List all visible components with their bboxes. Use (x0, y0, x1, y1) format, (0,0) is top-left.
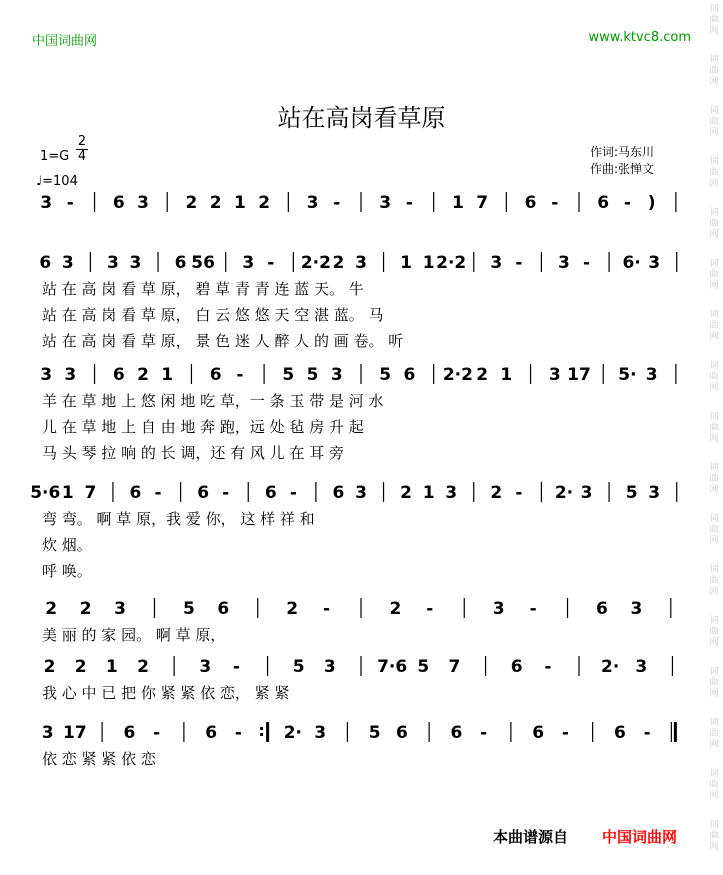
note: 3 (114, 599, 126, 619)
lyric-line: 马 头 琴 拉 响 的 长 调，还 有 风 儿 在 耳 旁 (42, 444, 344, 462)
note: - (153, 723, 161, 743)
side-watermark-char: 词 (709, 718, 719, 728)
side-watermark-char: 网 (709, 791, 719, 801)
note: 6 (205, 723, 218, 743)
site-name-header[interactable]: 中国词曲网 (32, 34, 98, 49)
note: 1 (233, 193, 246, 213)
note: 3 (645, 365, 658, 385)
note: - (234, 723, 242, 743)
note: 5 (368, 723, 381, 743)
note: 6 (450, 723, 463, 743)
note: - (582, 253, 591, 273)
note: 1 (422, 253, 435, 273)
note: 3 (137, 193, 149, 213)
lyric-line: 站 在 高 岗 看 草 原， 景 色 迷 人 醉 人 的 画 卷。 听 (42, 332, 404, 350)
note: 2·2 (436, 253, 467, 273)
note: 6 (209, 365, 222, 385)
side-watermark-char: 词 (709, 565, 719, 575)
note: 3 (445, 483, 458, 503)
note: - (544, 657, 552, 677)
note: 7 (84, 483, 97, 503)
lyric-line: 依 恋 紧 紧 依 恋 (42, 750, 156, 768)
note: 2 (209, 193, 222, 213)
side-watermark-char: 词 (709, 55, 719, 65)
note: 1 (105, 657, 118, 677)
note: 1 (400, 253, 413, 273)
note: 3 (323, 657, 336, 677)
side-watermark-char: 词 (709, 361, 719, 371)
note: 3 (41, 723, 54, 743)
side-watermark-char: 曲 (709, 423, 719, 433)
lyric-line: 弯 弯。 啊 草 原，我 爱 你， 这 样 祥 和 (42, 510, 315, 528)
key-signature: 1=G (40, 149, 70, 164)
lyric-line: 我 心 中 已 把 你 紧 紧 依 恋， 紧 紧 (42, 684, 290, 702)
side-watermark-char: 曲 (709, 831, 719, 841)
note: 3 (635, 657, 648, 677)
lyric-line: 儿 在 草 地 上 自 由 地 奔 跑，远 处 毡 房 升 起 (42, 418, 364, 436)
side-watermark-char: 词 (709, 208, 719, 218)
note: 6 (129, 483, 142, 503)
lyric-line: 炊 烟。 (42, 536, 92, 554)
side-watermark-char: 词 (709, 106, 719, 116)
note: 2 (286, 599, 299, 619)
note: 2 (185, 193, 198, 213)
side-watermark-char: 词 (709, 412, 719, 422)
side-watermark-char: 曲 (709, 627, 719, 637)
note: - (643, 723, 651, 743)
side-watermark-char: 曲 (709, 729, 719, 739)
note: 6 (403, 365, 416, 385)
note: 6 (112, 193, 125, 213)
note: 5 (182, 599, 195, 619)
note: 2 (45, 599, 58, 619)
note: - (232, 657, 240, 677)
note: - (480, 723, 488, 743)
note: 3 (40, 193, 53, 213)
side-watermark-char: 网 (709, 281, 719, 291)
note: 3 (580, 483, 593, 503)
note: 3 (648, 253, 661, 273)
note: - (551, 193, 559, 213)
side-watermark-char: 网 (709, 179, 719, 189)
note: 1 (451, 193, 464, 213)
note: 2 (490, 483, 503, 503)
side-watermark-char: 网 (709, 383, 719, 393)
side-watermark-char: 曲 (709, 525, 719, 535)
side-watermark-char: 网 (709, 332, 719, 342)
note: - (66, 193, 74, 213)
side-watermark-char: 曲 (709, 219, 719, 229)
note: 3 (314, 723, 327, 743)
side-watermark-char: 网 (709, 230, 719, 240)
note: 5· (618, 365, 637, 385)
note: 1 (61, 483, 74, 503)
note: 5 (306, 365, 319, 385)
side-watermark-char: 曲 (709, 780, 719, 790)
note: 3 (40, 365, 53, 385)
side-watermark-char: 词 (709, 667, 719, 677)
note: 2 (476, 365, 489, 385)
side-watermark-char: 网 (709, 689, 719, 699)
footer-site-name[interactable]: 中国词曲网 (602, 828, 678, 846)
note: 5 (379, 365, 392, 385)
note: 2· (554, 483, 574, 503)
note: - (426, 599, 434, 619)
note: 3 (306, 193, 319, 213)
note: 3 (107, 253, 119, 273)
side-watermark-char: 网 (709, 638, 719, 648)
note: 2· (283, 723, 303, 743)
lyric-line: 羊 在 草 地 上 悠 闲 地 吃 草，一 条 玉 带 是 河 水 (42, 392, 384, 410)
composer-credit: 作曲:张惮文 (590, 162, 655, 176)
note: 6 (39, 253, 52, 273)
note: - (333, 193, 341, 213)
side-watermark-char: 网 (709, 77, 719, 87)
side-watermark-char: 曲 (709, 372, 719, 382)
note: - (154, 483, 162, 503)
side-watermark-char: 网 (709, 485, 719, 495)
note: 7 (476, 193, 489, 213)
side-watermark-char: 词 (709, 463, 719, 473)
note: 7·6 (377, 657, 408, 677)
note: 5 (417, 657, 430, 677)
side-watermark-char: 网 (709, 740, 719, 750)
note: 1 (161, 365, 174, 385)
note: 6 (510, 657, 523, 677)
note: 2 (332, 253, 345, 273)
note: 3 (630, 599, 643, 619)
note: - (515, 483, 523, 503)
note: 3 (355, 253, 367, 273)
side-watermark-char: 词 (709, 769, 719, 779)
note: - (289, 483, 297, 503)
note: - (623, 193, 631, 213)
footer-source-label: 本曲谱源自 (493, 828, 569, 846)
side-watermark-char: 曲 (709, 117, 719, 127)
side-watermark-char: 网 (709, 842, 719, 852)
note: ) (647, 193, 656, 213)
note: 2 (137, 657, 149, 677)
note: 1 (500, 365, 513, 385)
side-watermark-char: 词 (709, 259, 719, 269)
note: 3 (199, 657, 212, 677)
note: - (222, 483, 230, 503)
note: 17 (567, 365, 591, 385)
side-watermark-char: 曲 (709, 168, 719, 178)
time-signature-bottom: 4 (77, 149, 87, 164)
side-watermark-char: 词 (709, 820, 719, 830)
note: 3 (64, 365, 77, 385)
note: 2 (74, 657, 87, 677)
side-watermark-char: 曲 (709, 678, 719, 688)
note: - (561, 723, 569, 743)
side-watermark-char: 词 (709, 157, 719, 167)
lyric-line: 站 在 高 岗 看 草 原， 碧 草 青 青 连 蓝 天。 牛 (42, 280, 364, 298)
note: 2 (79, 599, 92, 619)
side-watermark-char: 词 (709, 616, 719, 626)
side-watermark-char: 网 (709, 434, 719, 444)
note: 6· (622, 253, 641, 273)
tempo-value: =104 (42, 174, 78, 189)
note: 3 (558, 253, 570, 273)
side-watermark-char: 曲 (709, 66, 719, 76)
note: - (405, 193, 413, 213)
note: 3 (355, 483, 367, 503)
song-title: 站在高岗看草原 (277, 104, 446, 132)
note: 17 (63, 723, 87, 743)
note: 5 (282, 365, 295, 385)
note: 2 (43, 657, 56, 677)
note: 6 (217, 599, 230, 619)
note: 2·2 (442, 365, 473, 385)
side-watermark-char: 网 (709, 587, 719, 597)
note: 6 (112, 365, 125, 385)
note: 2· (600, 657, 620, 677)
note: 2 (389, 599, 402, 619)
note: 6 (174, 253, 187, 273)
note: 3 (61, 253, 74, 273)
note: 3 (242, 253, 255, 273)
side-watermark-char: 曲 (709, 15, 719, 25)
note: 3 (330, 365, 343, 385)
note: 6 (264, 483, 277, 503)
note: 2 (400, 483, 413, 503)
note: 6 (395, 723, 408, 743)
note: 7 (448, 657, 461, 677)
note: 5 (292, 657, 305, 677)
lyricist-credit: 作词:马东川 (590, 145, 655, 159)
lyric-line: 站 在 高 岗 看 草 原， 白 云 悠 悠 天 空 湛 蓝。 马 (42, 306, 384, 324)
time-signature-top: 2 (77, 134, 87, 149)
side-watermark-char: 网 (709, 536, 719, 546)
side-watermark-char: 网 (709, 26, 719, 36)
note: 1 (422, 483, 435, 503)
side-watermark-char: 词 (709, 310, 719, 320)
note: 5 (625, 483, 638, 503)
site-url-header[interactable]: www.ktvc8.com (588, 30, 691, 45)
note: 3 (379, 193, 392, 213)
note: 3 (129, 253, 142, 273)
note: 6 (123, 723, 136, 743)
note: - (515, 253, 523, 273)
note: 5·6 (30, 483, 61, 503)
side-watermark-char: 词 (709, 514, 719, 524)
note: 2 (258, 193, 271, 213)
note: 6 (597, 193, 610, 213)
note: 6 (596, 599, 608, 619)
side-watermark-char: 词 (709, 4, 719, 14)
note: 56 (191, 253, 215, 273)
note: 2·2 (300, 253, 331, 273)
side-watermark-char: 曲 (709, 321, 719, 331)
side-watermark-char: 曲 (709, 474, 719, 484)
note: 3 (490, 253, 503, 273)
note: 2 (137, 365, 149, 385)
note: 3 (492, 599, 505, 619)
note: - (529, 599, 537, 619)
side-watermark-char: 曲 (709, 270, 719, 280)
note: 6 (332, 483, 345, 503)
lyric-line: 呼 唤。 (42, 562, 92, 580)
note: 6 (532, 723, 545, 743)
quarter-note-icon: ♩ (36, 174, 43, 189)
repeat-dots: : (258, 721, 265, 740)
note: 3 (648, 483, 661, 503)
note: - (236, 365, 244, 385)
note: 6 (524, 193, 537, 213)
note: 6 (613, 723, 626, 743)
note: - (267, 253, 275, 273)
note: - (323, 599, 331, 619)
note: 6 (197, 483, 210, 503)
side-watermark-char: 曲 (709, 576, 719, 586)
lyric-line: 美 丽 的 家 园。 啊 草 原， (42, 626, 226, 644)
side-watermark-char: 网 (709, 128, 719, 138)
note: 3 (548, 365, 561, 385)
